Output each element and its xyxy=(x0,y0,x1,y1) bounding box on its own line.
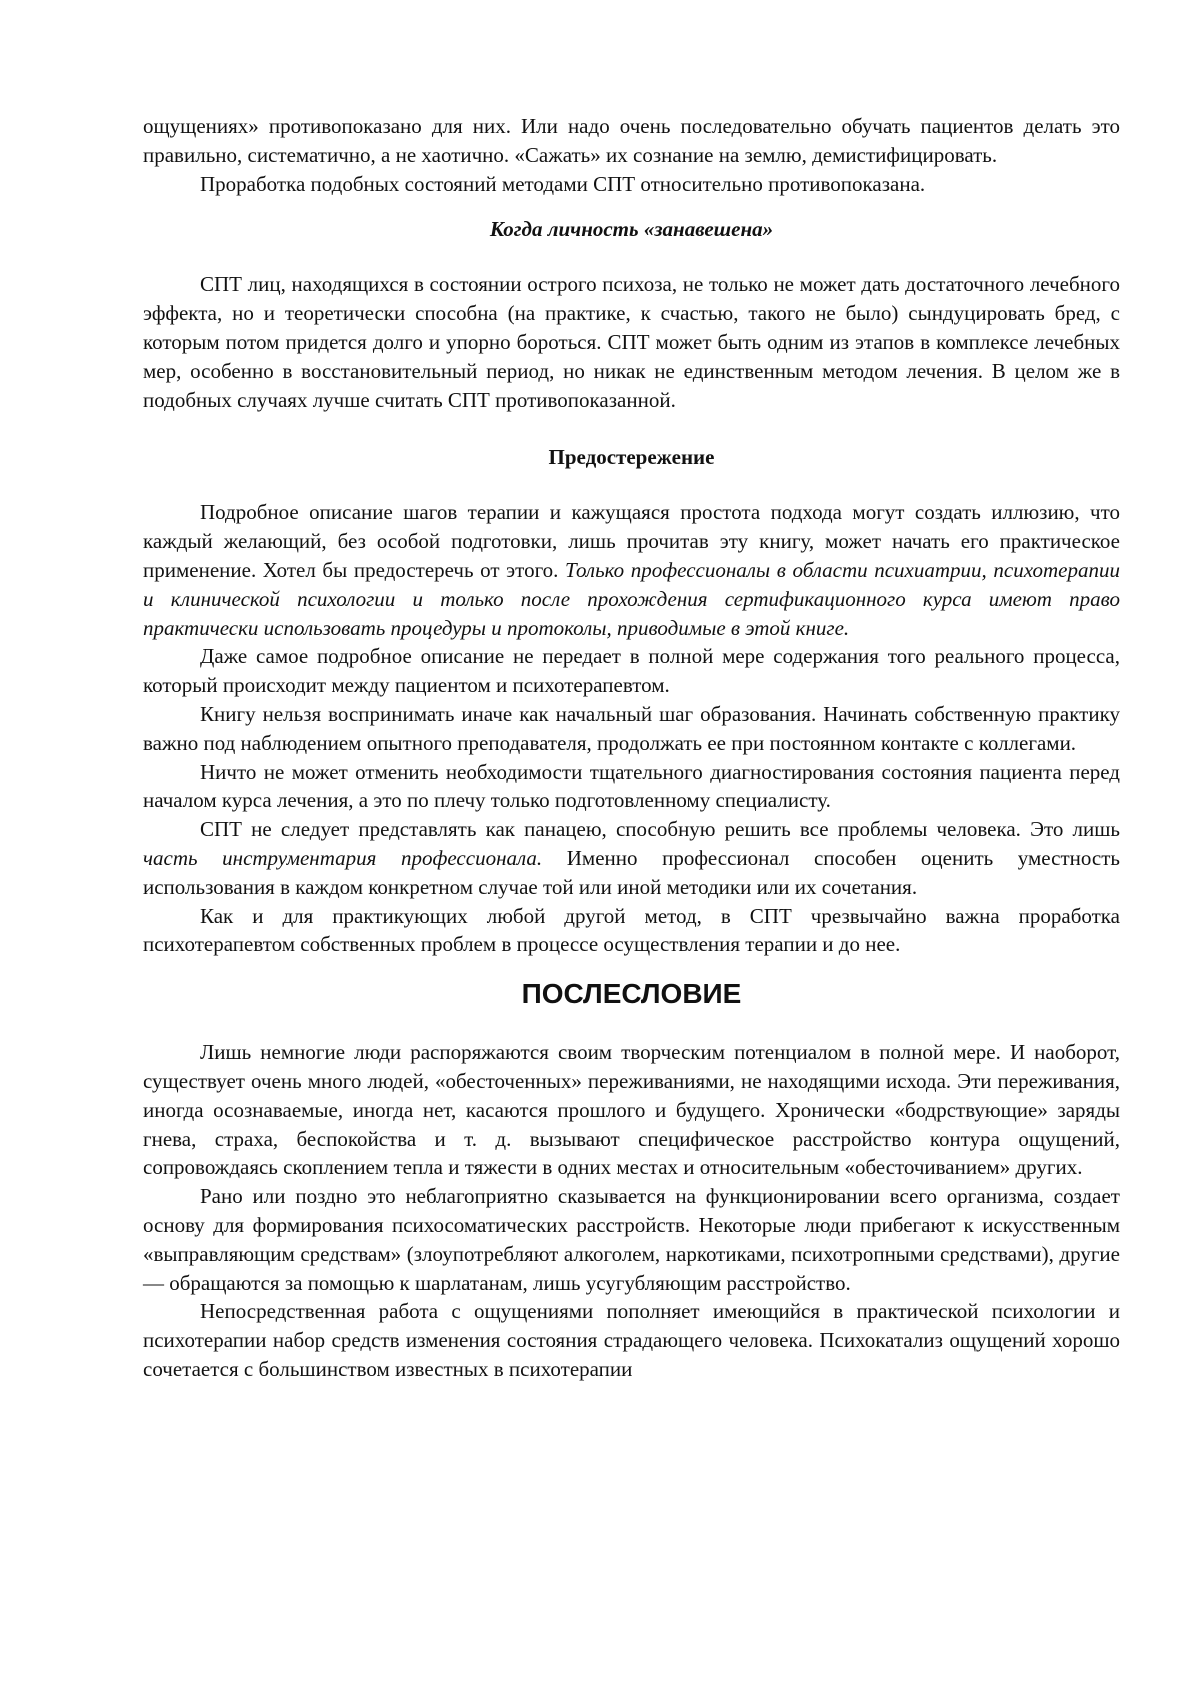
warning-paragraph-5-end: Именно профессионал способен оценить уместность использования в каждом конкретном случае той или иной методики или их сочетания. xyxy=(143,845,1120,899)
warning-paragraph-5 xyxy=(143,815,1120,901)
warning-paragraph-5-italic: часть инструментария профессионала. xyxy=(143,845,543,870)
continuation-paragraph-2: Проработка подобных состояний методами СПТ относительно противопоказана. xyxy=(200,171,926,196)
warning-paragraph-3: Книгу нельзя воспринимать иначе как начальный шаг образования. Начинать собственную практику важно под наблюдением опытного преподавателя, продолжать ее при постоянном контакте с коллегами. xyxy=(143,701,1120,755)
afterword-paragraph-2: Рано или поздно это неблагоприятно сказывается на функционировании всего организма, создает основу для формирования психосоматических расстройств. Некоторые люди прибегают к искусственным «выправляющим средствам» (злоупотребляют алкоголем, наркотиками, психотропными средствами), другие — обращаются за помощью к шарлатанам, лишь усугубляющим расстройство. xyxy=(143,1184,1120,1295)
warning-paragraph-1-text: Подробное описание шагов терапии и кажущаяся простота подхода могут создать иллюзию, что каждый желающий, без особой подготовки, лишь прочитав эту книгу, может начать его практическое применение. Хотел бы предостеречь от этого. xyxy=(143,500,1120,582)
warning-paragraph-4: Ничто не может отменить необходимости тщательного диагностирования состояния пациента перед началом курса лечения, а это по плечу только подготовленному специалисту. xyxy=(143,759,1120,813)
document-page xyxy=(143,112,1120,1384)
warning-paragraph-1 xyxy=(143,498,1120,642)
section-title-psychosis: Когда личность «занавешена» xyxy=(489,217,774,242)
psychosis-paragraph: СПТ лиц, находящихся в состоянии острого психоза, не только не может дать достаточного лечебного эффекта, но и теоретически способна (на практике, к счастью, такого не было) сындуцировать бред, с которым потом придется долго и упорно бороться. СПТ может быть одним из этапов в комплексе лечебных мер, особенно в восстановительный период, но никак не единственным методом лечения. В целом же в подобных случаях лучше считать СПТ противопоказанной. xyxy=(143,272,1120,412)
warning-paragraph-6: Как и для практикующих любой другой метод, в СПТ чрезвычайно важна проработка психотерапевтом собственных проблем в процессе осуществления терапии и до нее. xyxy=(143,903,1120,957)
warning-paragraph-2: Даже самое подробное описание не передает в полной мере содержания того реального процесса, который происходит между пациентом и психотерапевтом. xyxy=(143,644,1120,698)
section-title-warning: Предостережение xyxy=(548,445,715,470)
warning-paragraph-5-start: СПТ не следует представлять как панацею, способную решить все проблемы человека. Это лишь xyxy=(200,817,1120,842)
afterword-heading: ПОСЛЕСЛОВИЕ xyxy=(521,978,742,1010)
afterword-paragraph-1: Лишь немногие люди распоряжаются своим творческим потенциалом в полной мере. И наоборот, существует очень много людей, «обесточенных» переживаниями, не находящими исхода. Эти переживания, иногда осознаваемые, иногда нет, касаются прошлого и будущего. Хронически «бодрствующие» заряды гнева, страха, беспокойства и т. д. вызывают специфическое расстройство контура ощущений, сопровождаясь скоплением тепла и тяжести в одних местах и относительным «обесточиванием» других. xyxy=(143,1040,1120,1180)
afterword-paragraph-3: Непосредственная работа с ощущениями пополняет имеющийся в практической психологии и психотерапии набор средств изменения состояния страдающего человека. Психокатализ ощущений хорошо сочетается с большинством известных в психотерапии xyxy=(143,1299,1120,1381)
warning-paragraph-1-italic: Только профессионалы в области психиатрии, психотерапии и клинической психологии и только после прохождения сертификационного курса имеют право практически использовать процедуры и протоколы, приводимые в этой книге. xyxy=(143,557,1120,640)
continuation-paragraph-1: ощущениях» противопоказано для них. Или надо очень последовательно обучать пациентов делать это правильно, систематично, а не хаотично. «Сажать» их сознание на землю, демистифицировать. xyxy=(143,114,1120,167)
